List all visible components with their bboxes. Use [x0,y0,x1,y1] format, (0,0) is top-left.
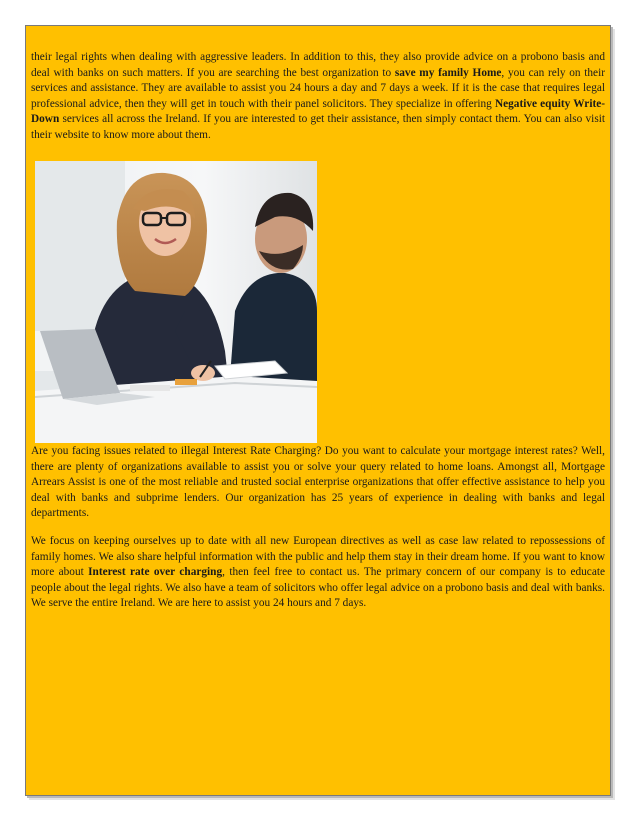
paragraph-european-directives [31,534,605,612]
document-page [25,25,611,796]
keyword-save-my-family-home: save my family Home [394,66,502,79]
paragraph-text: services all across the Ireland. If you are interested to get their assistance, then simply contact them. You can also visit their website to know more about them. [31,113,605,141]
paragraph-text: , then feel free to contact us. The primary concern of our company is to educate people about the legal rights. We also have a team of solicitors who offer legal advice on a probono basis and deal with banks. We serve the entire Ireland. We are here to assist you 24 hours and 7 days. [31,566,605,610]
keyword-interest-rate-over-charging: Interest rate over charging [88,566,223,579]
paragraph-interest-rate-charging: Are you facing issues related to illegal Interest Rate Charging? Do you want to calculate your mortgage interest rates? Well, there are plenty of organizations available to assist you or solve your query related to home loans. Amongst all, Mortgage Arrears Assist is one of the most reliable and trusted social enterprise organizations that offer effective assistance to help you deal with banks and subprime lenders. Our organization has 25 years of experience in dealing with banks and legal departments. [31,445,605,520]
keyword-negative-equity-write-down: Negative equity Write-Down [31,97,605,126]
paragraph-text: We focus on keeping ourselves up to date with all new European directives as well as case law related to repossessions of family homes. We also share helpful information with the public and help them stay in their dream home. If you want to know more about [31,535,605,579]
paragraph-legal-rights [31,50,605,144]
office-meeting-photo [35,161,317,443]
paragraph-text: , you can rely on their services and assistance. They are available to assist you 24 hours a day and 7 days a week. If it is the case that requires legal professional advice, then they will get in touch with their panel solicitors. They specialize in offering [31,66,605,110]
paragraph-text: their legal rights when dealing with aggressive leaders. In addition to this, they also provide advice on a probono basis and deal with banks on such matters. If you are searching the best organization to [31,51,605,79]
